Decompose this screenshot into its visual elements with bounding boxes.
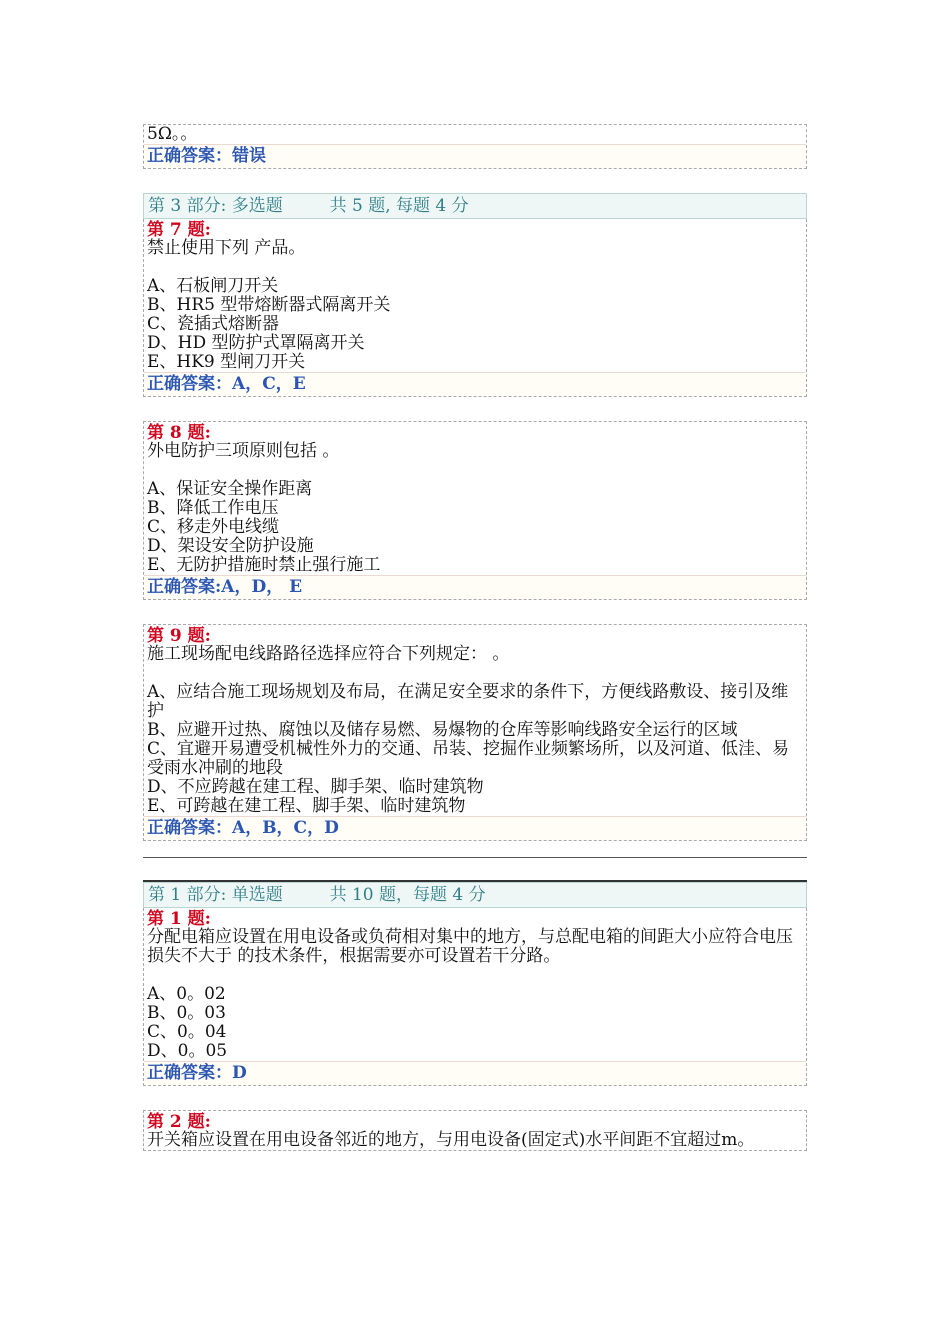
section-header bbox=[143, 882, 807, 908]
question-number: 第 7 题: bbox=[147, 220, 211, 240]
option: A、保证安全操作距离 bbox=[147, 479, 313, 499]
option: A、0。02 bbox=[147, 984, 226, 1004]
options-list bbox=[144, 683, 806, 816]
question-text: 禁止使用下列 产品。 bbox=[147, 238, 306, 258]
document-body bbox=[143, 124, 807, 1175]
question-7 bbox=[143, 219, 807, 397]
question-text: 外电防护三项原则包括 。 bbox=[147, 441, 340, 461]
option: C、瓷插式熔断器 bbox=[147, 314, 280, 334]
question-text: 开关箱应设置在用电设备邻近的地方，与用电设备(固定式)水平间距不宜超过m。 bbox=[147, 1130, 755, 1150]
section-label: 第 1 部分: 单选题 bbox=[148, 885, 283, 905]
options-list bbox=[144, 277, 806, 372]
option: C、0。04 bbox=[147, 1022, 227, 1042]
option: B、0。03 bbox=[147, 1003, 226, 1023]
question-number: 第 9 题: bbox=[147, 626, 211, 646]
correct-answer: 正确答案:A，D， E bbox=[144, 575, 806, 599]
option: D、0。05 bbox=[147, 1041, 228, 1061]
question-text: 5Ω。。 bbox=[147, 124, 198, 144]
option: B、降低工作电压 bbox=[147, 498, 279, 518]
options-list bbox=[144, 480, 806, 575]
section-label: 第 3 部分: 多选题 bbox=[148, 196, 283, 216]
option: B、HR5 型带熔断器式隔离开关 bbox=[147, 295, 391, 315]
option: D、不应跨越在建工程、脚手架、临时建筑物 bbox=[147, 777, 484, 797]
option: D、架设安全防护设施 bbox=[147, 536, 314, 556]
question-1 bbox=[143, 908, 807, 1086]
question-number: 第 1 题: bbox=[147, 909, 211, 929]
section-header bbox=[143, 193, 807, 219]
question-9 bbox=[143, 624, 807, 841]
section-info: 共 5 题, 每题 4 分 bbox=[329, 196, 469, 216]
correct-answer: 正确答案：A，B，C，D bbox=[144, 816, 806, 840]
question-8 bbox=[143, 421, 807, 600]
question-text: 分配电箱应设置在用电设备或负荷相对集中的地方，与总配电箱的间距大小应符合电压损失不大于 的技术条件，根据需要亦可设置若干分路。 bbox=[147, 927, 793, 966]
correct-answer: 正确答案：错误 bbox=[144, 144, 806, 168]
option: A、应结合施工现场规划及布局，在满足安全要求的条件下，方便线路敷设、接引及维护 bbox=[147, 682, 789, 721]
correct-answer: 正确答案：D bbox=[144, 1061, 806, 1085]
option: E、HK9 型闸刀开关 bbox=[147, 352, 306, 372]
option: B、应避开过热、腐蚀以及储存易燃、易爆物的仓库等影响线路安全运行的区域 bbox=[147, 720, 738, 740]
option: C、移走外电线缆 bbox=[147, 517, 280, 537]
option: D、HD 型防护式罩隔离开关 bbox=[147, 333, 365, 353]
page-divider bbox=[143, 857, 807, 858]
option: C、宜避开易遭受机械性外力的交通、吊装、挖掘作业频繁场所，以及河道、低洼、易受雨水冲刷的地段 bbox=[147, 739, 790, 778]
option: A、石板闸刀开关 bbox=[147, 276, 279, 296]
question-fragment bbox=[143, 124, 807, 169]
question-2 bbox=[143, 1110, 807, 1151]
question-number: 第 8 题: bbox=[147, 423, 211, 443]
correct-answer: 正确答案：A，C，E bbox=[144, 372, 806, 396]
question-number: 第 2 题: bbox=[147, 1112, 211, 1132]
section-info: 共 10 题，每题 4 分 bbox=[329, 885, 486, 905]
question-text: 施工现场配电线路路径选择应符合下列规定： 。 bbox=[147, 644, 510, 664]
option: E、可跨越在建工程、脚手架、临时建筑物 bbox=[147, 796, 466, 816]
option: E、无防护措施时禁止强行施工 bbox=[147, 555, 381, 575]
options-list bbox=[144, 985, 806, 1061]
